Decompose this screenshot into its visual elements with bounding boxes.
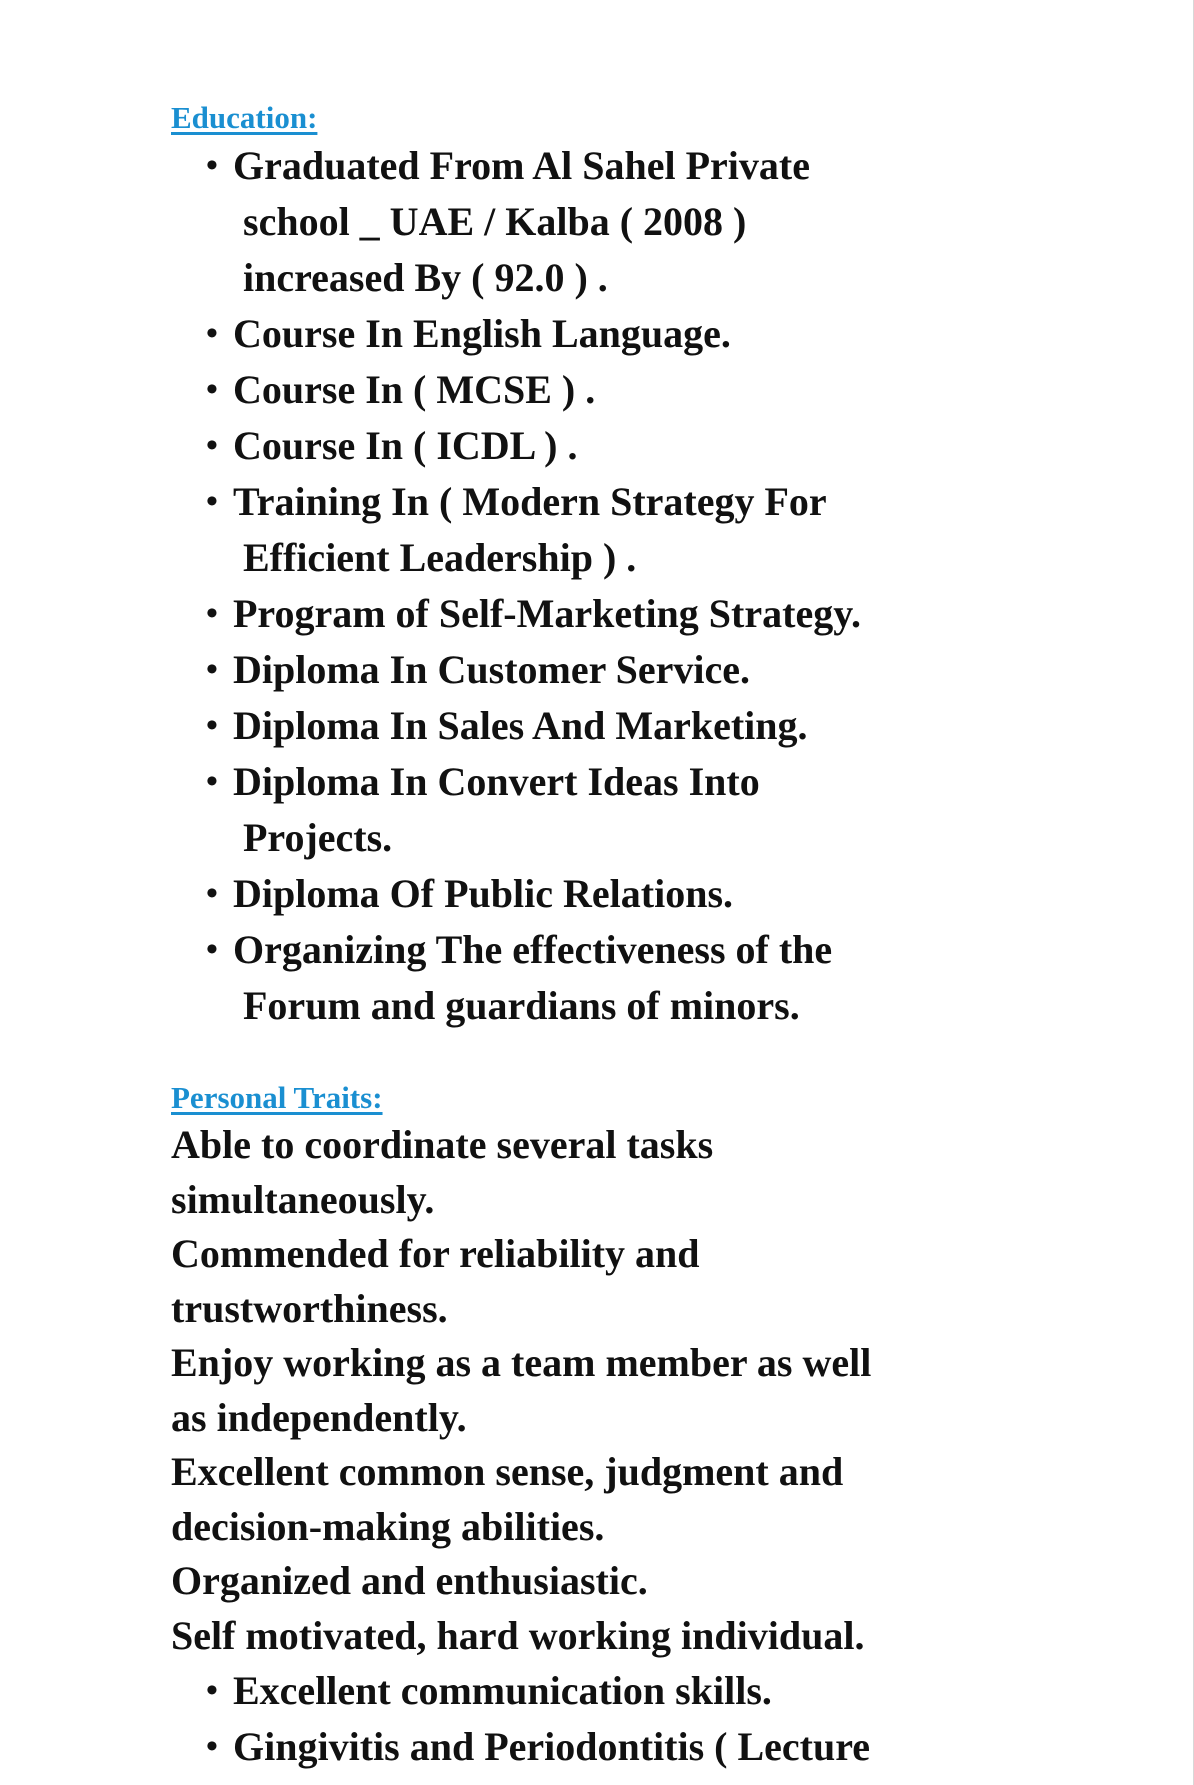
resume-page [171, 98, 1031, 1775]
bullet-icon: • [206, 595, 218, 632]
list-item [206, 1719, 1031, 1775]
list-item-line: Organizing The effectiveness of the [233, 927, 833, 972]
list-item [206, 698, 1031, 754]
list-item-line: Efficient Leadership ) . [243, 535, 637, 580]
education-heading: Education: [171, 100, 318, 135]
list-item-line: Gingivitis and Periodontitis ( Lecture [233, 1724, 871, 1769]
list-item-line: Diploma In Convert Ideas Into [233, 759, 760, 804]
trait-line: Able to coordinate several tasks [171, 1122, 714, 1167]
list-item [206, 754, 1031, 866]
list-item-line: Diploma In Customer Service. [233, 647, 750, 692]
list-item-line: Excellent communication skills. [233, 1668, 772, 1713]
bullet-icon: • [206, 875, 218, 912]
list-item-line: school _ UAE / Kalba ( 2008 ) [243, 199, 747, 244]
list-item-line: Course In ( MCSE ) . [233, 367, 596, 412]
bullet-icon: • [206, 763, 218, 800]
list-item-line: Program of Self-Marketing Strategy. [233, 591, 861, 636]
list-item [206, 138, 1031, 306]
list-item-line: Course In ( ICDL ) . [233, 423, 578, 468]
list-item [206, 306, 1031, 362]
trait-line: Organized and enthusiastic. [171, 1558, 648, 1603]
bullet-icon: • [206, 707, 218, 744]
list-item-line: Diploma In Sales And Marketing. [233, 703, 808, 748]
list-item [206, 418, 1031, 474]
list-item-line: Graduated From Al Sahel Private [233, 143, 810, 188]
list-item [206, 866, 1031, 922]
bullet-icon: • [206, 315, 218, 352]
bullet-icon: • [206, 1728, 218, 1765]
list-item [206, 362, 1031, 418]
trait-line: decision-making abilities. [171, 1503, 605, 1549]
list-item [206, 642, 1031, 698]
trait-line: Excellent common sense, judgment and [171, 1449, 844, 1494]
list-item [206, 586, 1031, 642]
list-item [206, 922, 1031, 1034]
list-item [206, 474, 1031, 586]
bullet-icon: • [206, 483, 218, 520]
bullet-icon: • [206, 427, 218, 464]
bullet-icon: • [206, 371, 218, 408]
bullet-icon: • [206, 931, 218, 968]
bullet-icon: • [206, 147, 218, 184]
bullet-icon: • [206, 1672, 218, 1709]
trait-line: Enjoy working as a team member as well [171, 1340, 872, 1385]
list-item [206, 1663, 1031, 1719]
list-item-line: Training In ( Modern Strategy For [233, 479, 827, 524]
trait-line: Self motivated, hard working individual. [171, 1612, 865, 1658]
list-item-line: Projects. [243, 815, 393, 860]
list-item-line: Forum and guardians of minors. [243, 983, 800, 1028]
personal-traits-heading: Personal Traits: [171, 1080, 383, 1115]
list-item-line: increased By ( 92.0 ) . [243, 255, 608, 300]
trait-line: as independently. [171, 1394, 467, 1440]
trait-line: Commended for reliability and [171, 1231, 700, 1276]
list-item-line: Course In English Language. [233, 311, 731, 356]
bullet-icon: • [206, 651, 218, 688]
personal-traits-list [171, 1663, 1031, 1775]
trait-line: simultaneously. [171, 1176, 435, 1222]
list-item-line: Diploma Of Public Relations. [233, 871, 734, 916]
trait-line: trustworthiness. [171, 1285, 448, 1331]
education-list [171, 138, 1031, 1034]
personal-traits-text [171, 1118, 1031, 1663]
